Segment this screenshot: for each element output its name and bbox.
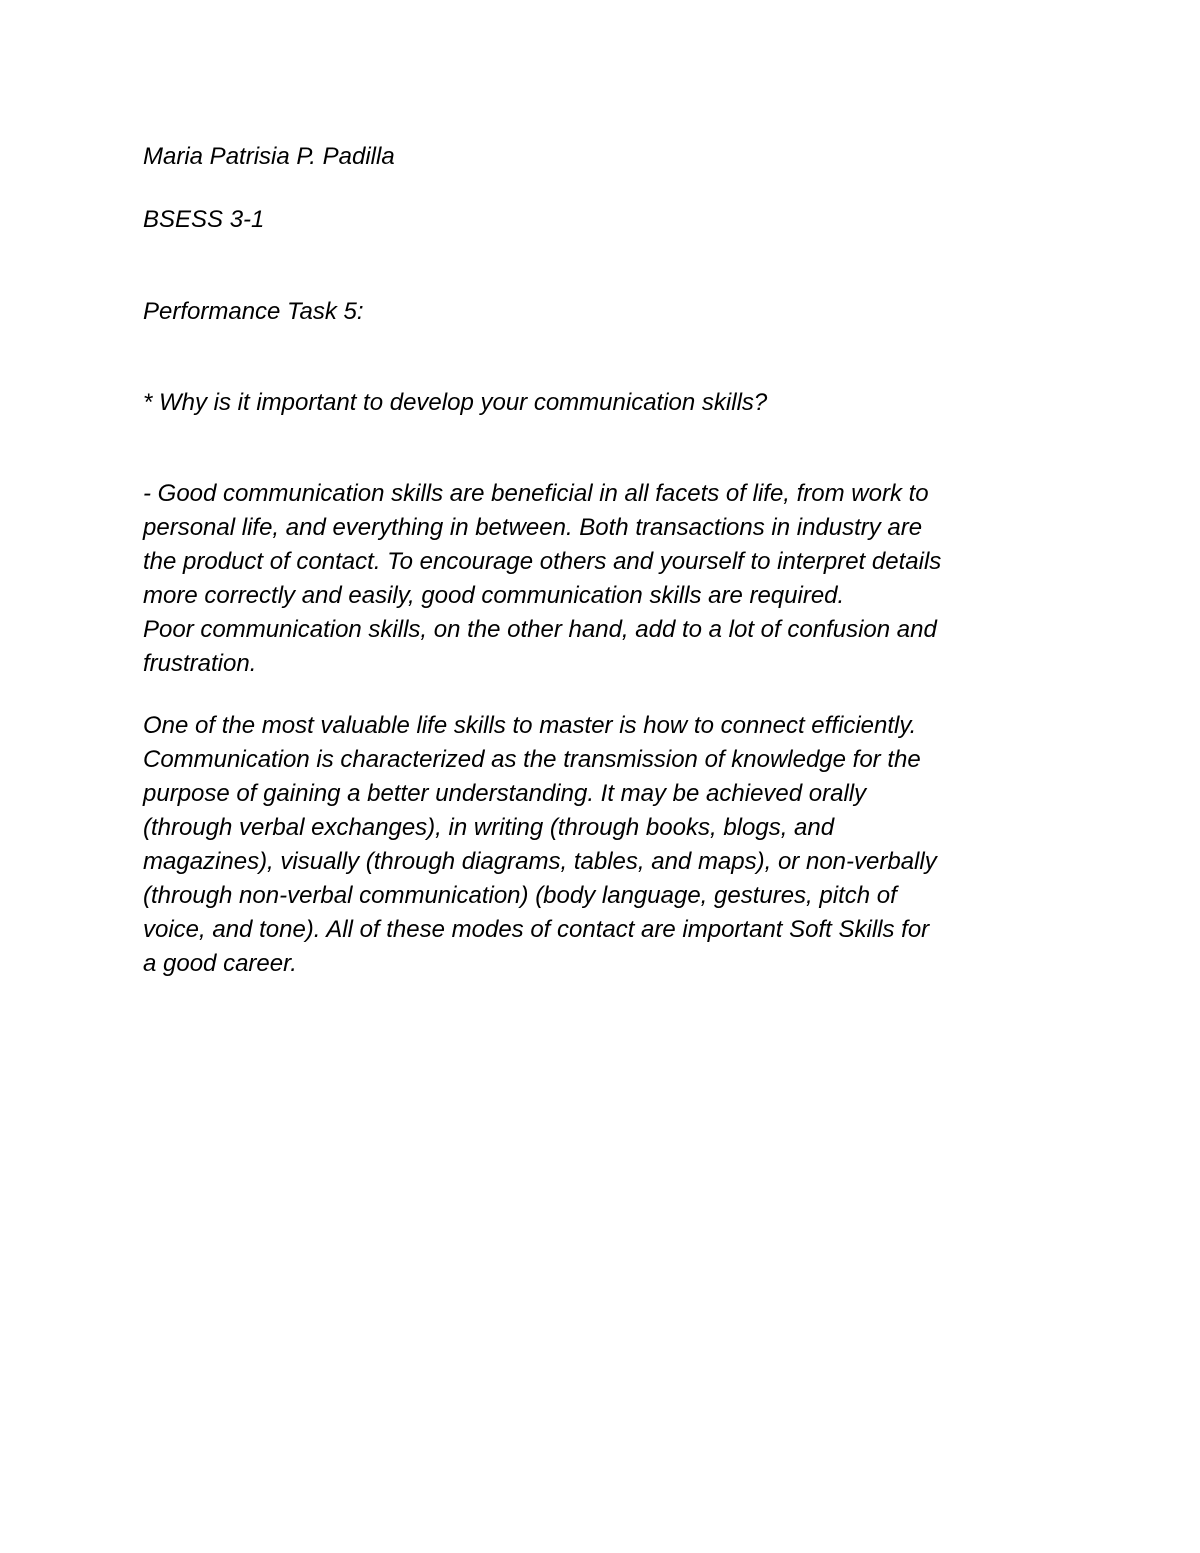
answer-paragraph-1 xyxy=(143,477,1083,681)
student-name: Maria Patrisia P. Padilla xyxy=(143,143,395,170)
answer-line: Communication is characterized as the transmission of knowledge for the xyxy=(143,746,921,773)
answer-line: magazines), visually (through diagrams, tables, and maps), or non-verbally xyxy=(143,848,937,875)
answer-paragraph-2 xyxy=(143,709,1083,981)
answer-line: (through non-verbal communication) (body language, gestures, pitch of xyxy=(143,882,897,909)
answer-line: the product of contact. To encourage others and yourself to interpret details xyxy=(143,548,942,575)
answer-line: frustration. xyxy=(143,650,257,677)
task-title: Performance Task 5: xyxy=(143,298,364,325)
answer-line: more correctly and easily, good communication skills are required. xyxy=(143,582,845,609)
answer-line: personal life, and everything in between. Both transactions in industry are xyxy=(143,514,923,541)
student-section: BSESS 3-1 xyxy=(143,206,265,233)
answer-line: - Good communication skills are beneficial in all facets of life, from work to xyxy=(143,480,929,507)
answer-line: Poor communication skills, on the other hand, add to a lot of confusion and xyxy=(143,616,937,643)
answer-line: a good career. xyxy=(143,950,297,977)
answer-line: (through verbal exchanges), in writing (through books, blogs, and xyxy=(143,814,835,841)
answer-line: One of the most valuable life skills to master is how to connect efficiently. xyxy=(143,712,917,739)
answer-line: purpose of gaining a better understanding. It may be achieved orally xyxy=(143,780,867,807)
question-text: * Why is it important to develop your communication skills? xyxy=(143,389,768,416)
answer-line: voice, and tone). All of these modes of contact are important Soft Skills for xyxy=(143,916,930,943)
